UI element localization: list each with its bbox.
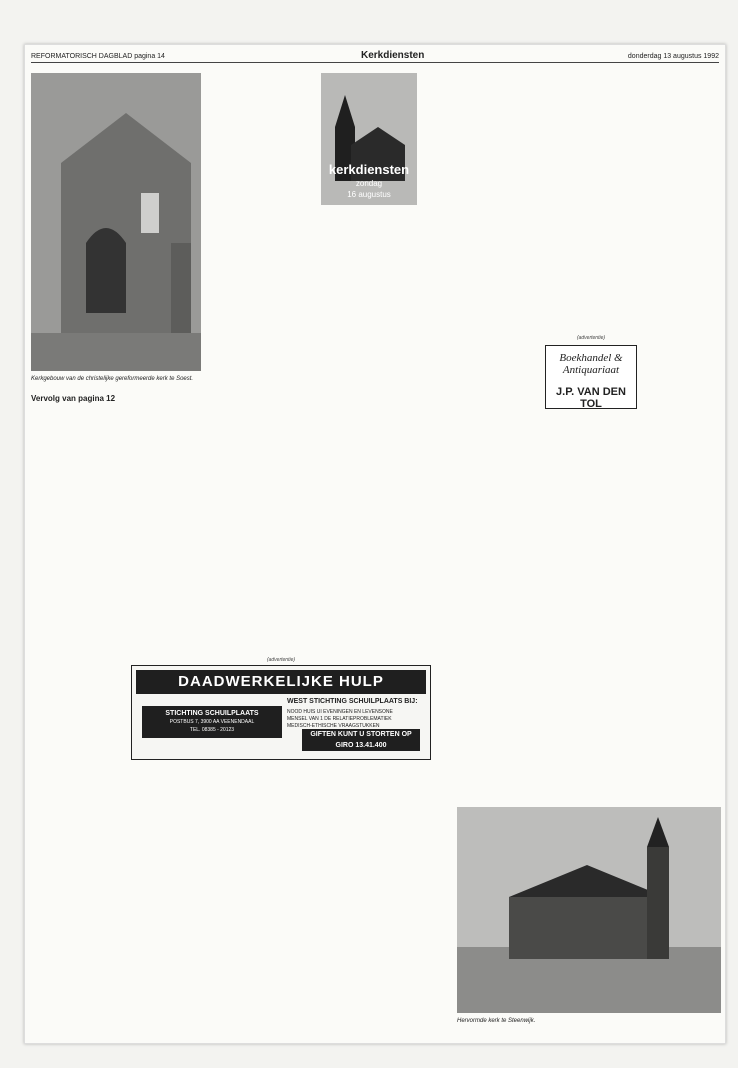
shop-name: J.P. VAN DEN TOL	[556, 386, 626, 409]
advertisement-van-den-tol[interactable]	[545, 345, 637, 409]
ad-giro: GIFTEN KUNT U STORTEN OP GIRO 13.41.400	[302, 729, 420, 751]
ad-org-name: STICHTING SCHUILPLAATS	[165, 710, 259, 717]
newspaper-page	[24, 44, 726, 1044]
vervolg-title: Vervolg van pagina 12	[31, 394, 116, 403]
ad-subtitle: WEST STICHTING SCHUILPLAATS BIJ:	[287, 698, 418, 705]
ad-org-phone: TEL. 08385 - 20123	[189, 727, 235, 733]
kerkdiensten-logo	[321, 73, 417, 205]
photo-caption-right: Hervormde kerk te Steenwijk.	[457, 1018, 536, 1024]
ad-bullet: MENSEL VAN 1 DE RELATIEPROBLEMATIEK	[287, 716, 392, 722]
church-photo-steenwijk	[457, 807, 721, 1013]
header-left: REFORMATORISCH DAGBLAD pagina 14	[31, 53, 165, 60]
photo-caption-left: Kerkgebouw van de christelijke gereformeerde kerk te Soest.	[31, 376, 194, 382]
header-title: Kerkdiensten	[361, 50, 425, 61]
logo-word: kerkdiensten	[328, 162, 410, 177]
shop-script: Boekhandel & Antiquariaat	[559, 352, 623, 376]
logo-day: zondag	[355, 179, 383, 188]
ad-tag-shop: (advertentie)	[576, 335, 606, 341]
page-header	[31, 49, 719, 63]
ad-bullets	[287, 709, 393, 730]
ad-org-block	[142, 706, 282, 738]
header-date: donderdag 13 augustus 1992	[627, 53, 719, 60]
church-photo-soest	[31, 73, 201, 371]
logo-date: 16 augustus	[347, 190, 391, 199]
ad-org-address: POSTBUS 7, 3900 AA VEENENDAAL	[169, 719, 255, 725]
advertisement-daadwerkelijke-hulp[interactable]	[131, 665, 431, 760]
ad-bullet: MEDISCH-ETHISCHE VRAAGSTUKKEN	[287, 723, 380, 729]
ad-title: DAADWERKELIJKE HULP	[136, 670, 426, 694]
ad-bullet: NOOD HUIS UI EVENINGEN EN LEVENSONE	[287, 709, 393, 715]
ad-tag-main: (advertentie)	[266, 657, 296, 663]
